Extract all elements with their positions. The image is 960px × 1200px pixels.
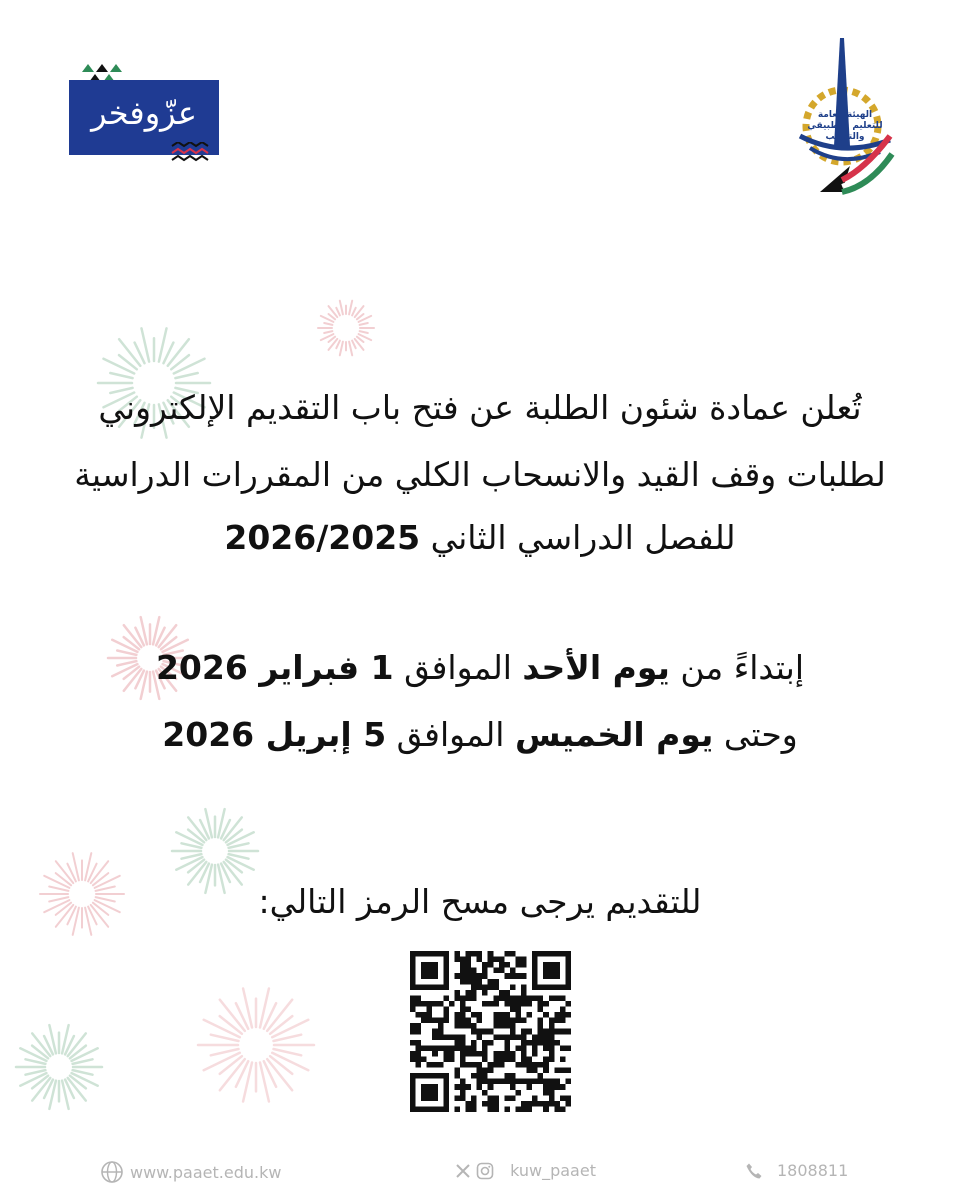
firework-decoration bbox=[196, 985, 316, 1105]
phone-icon bbox=[745, 1162, 763, 1180]
semester-label: للفصل الدراسي الثاني bbox=[420, 518, 736, 557]
logo-caption bbox=[795, 110, 895, 143]
x-icon bbox=[455, 1163, 471, 1179]
firework-decoration bbox=[316, 298, 376, 358]
footer-social[interactable] bbox=[455, 1160, 596, 1186]
academic-year: 2026/2025 bbox=[224, 518, 421, 557]
firework-decoration bbox=[14, 1022, 104, 1112]
qr-code[interactable] bbox=[410, 951, 571, 1112]
instagram-icon bbox=[476, 1162, 494, 1180]
website-url: www.paaet.edu.kw bbox=[130, 1162, 282, 1182]
announcement-line-3 bbox=[0, 514, 960, 562]
start-date: 1 فبراير 2026 bbox=[155, 648, 394, 687]
start-date-line bbox=[0, 644, 960, 692]
phone-number: 1808811 bbox=[777, 1161, 849, 1180]
end-mid: الموافق bbox=[386, 715, 515, 754]
end-day: يوم الخميس bbox=[514, 715, 714, 754]
announcement-line-1: تُعلن عمادة شئون الطلبة عن فتح باب التقديم الإلكتروني bbox=[98, 388, 862, 427]
start-mid: الموافق bbox=[393, 648, 523, 687]
footer-website[interactable] bbox=[100, 1160, 281, 1186]
start-prefix: إبتداءً من bbox=[669, 648, 805, 687]
logo-caption-line1: الهيئة العامة bbox=[817, 110, 873, 120]
logo-caption-line2: للتعليم التطبيقي والتدريب bbox=[807, 121, 883, 142]
start-day: يوم الأحد bbox=[522, 648, 670, 687]
qr-instruction: للتقديم يرجى مسح الرمز التالي: bbox=[258, 882, 702, 921]
wave-pattern-icon bbox=[170, 142, 210, 166]
footer-phone[interactable] bbox=[745, 1160, 848, 1186]
social-handle: kuw_paaet bbox=[510, 1161, 596, 1180]
end-date: 5 إبريل 2026 bbox=[162, 715, 387, 754]
announcement-line-2: لطلبات وقف القيد والانسحاب الكلي من المقررات الدراسية bbox=[74, 455, 886, 494]
end-date-line bbox=[0, 711, 960, 759]
badge-text: عزّوفخر bbox=[91, 94, 197, 132]
end-prefix: وحتى bbox=[713, 715, 798, 754]
globe-icon bbox=[100, 1160, 124, 1184]
